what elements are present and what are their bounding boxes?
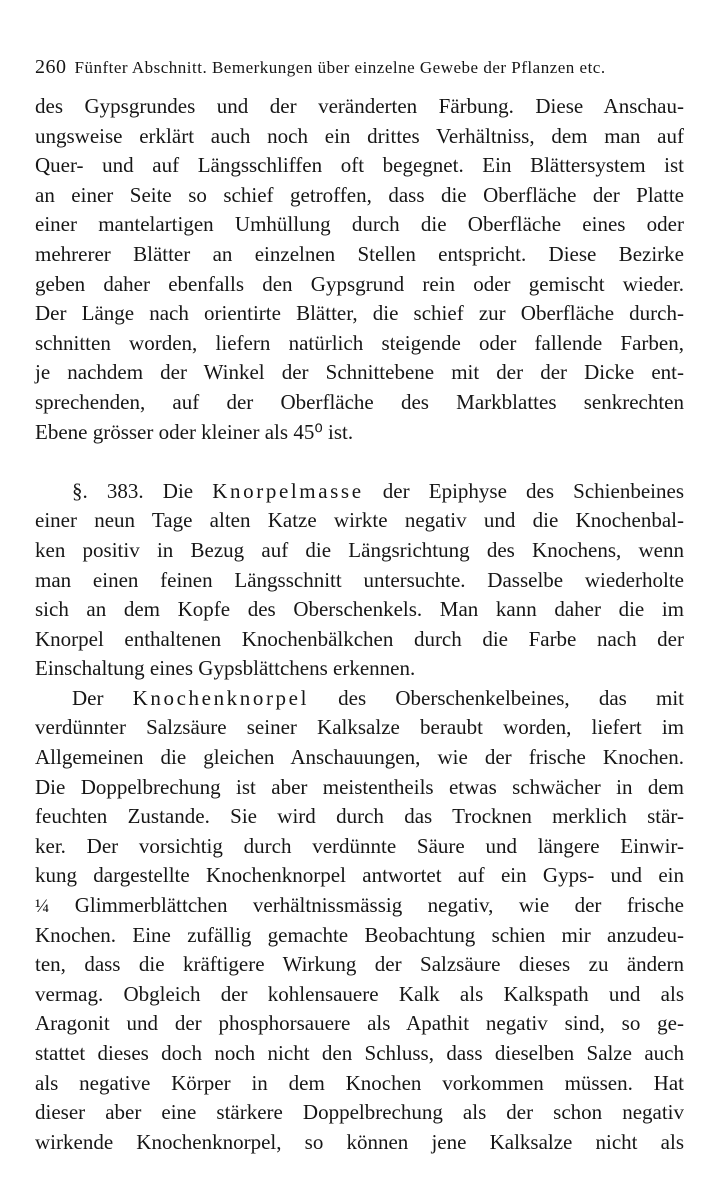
text-line: an einer Seite so schief getroffen, dass die Oberfläche der Platte (35, 182, 684, 207)
text-line: Aragonit und der phosphorsauere als Apathit negativ sind, so ge- (35, 1011, 684, 1036)
running-header (35, 56, 685, 79)
text-line: schnitten worden, liefern natürlich steigende oder fallende Farben, (35, 330, 684, 355)
text-line: Der Länge nach orientirte Blätter, die schief zur Oberfläche durch- (35, 301, 684, 326)
text-line: Einschaltung eines Gypsblättchens erkennen. (35, 656, 416, 681)
text-line: man einen feinen Längsschnitt untersuchte. Dasselbe wiederholte (35, 567, 684, 592)
text-line: Die Doppelbrechung ist aber meistentheils etwas schwächer in dem (35, 774, 684, 799)
fraction-line (35, 891, 684, 921)
section-number-text: §. 383. Die (72, 478, 213, 503)
text-line: ken positiv in Bezug auf die Längsrichtung des Knochens, wenn (35, 537, 684, 562)
body-text (35, 92, 684, 1157)
text-line: sich an dem Kopfe des Oberschenkels. Man kann daher die im (35, 597, 684, 622)
text-line: mehrerer Blätter an einzelnen Stellen entspricht. Diese Bezirke (35, 241, 684, 266)
knochenknorpel-paragraph (35, 684, 684, 1158)
text-line: dieser aber eine stärkere Doppelbrechung als der schon negativ (35, 1100, 684, 1125)
text-line: Ebene grösser oder kleiner als 45⁰ ist. (35, 419, 354, 444)
text-line: stattet dieses doch noch nicht den Schluss, dass dieselben Salze auch (35, 1041, 684, 1065)
text-line: ker. Der vorsichtig durch verdünnte Säure und längere Einwir- (35, 833, 684, 858)
page-number: 260 (35, 56, 67, 78)
paragraph-continuation (35, 92, 684, 447)
paragraph-gap (35, 447, 684, 477)
text-line: einer neun Tage alten Katze wirkte negativ und die Knochenbal- (35, 508, 684, 533)
text-line: vermag. Obgleich der kohlensauere Kalk als Kalkspath und als (35, 981, 684, 1006)
fraction-quarter: ¼ (35, 896, 50, 918)
text-line: wirkende Knochenknorpel, so können jene Kalksalze nicht als (35, 1129, 684, 1154)
spaced-emphasis-term: Knochenknorpel (132, 685, 310, 710)
spaced-emphasis-term: Knorpelmasse (212, 478, 364, 503)
text-line: einer mantelartigen Umhüllung durch die Oberfläche eines oder (35, 212, 684, 237)
section-383-paragraph (35, 477, 684, 684)
text-line: Allgemeinen die gleichen Anschauungen, wie der frische Knochen. (35, 745, 684, 770)
text-fragment: Der (72, 685, 133, 710)
text-line: Quer- und auf Längsschliffen oft begegnet. Ein Blättersystem ist (35, 153, 684, 178)
text-line: Knorpel enthaltenen Knochenbälkchen durch die Farbe nach der (35, 626, 684, 651)
text-line: ten, dass die kräftigere Wirkung der Salzsäure dieses zu ändern (35, 952, 684, 977)
text-line: des Gypsgrundes und der veränderten Färbung. Diese Anschau- (35, 94, 684, 118)
paragraph-first-line (35, 684, 684, 714)
text-line: kung dargestellte Knochenknorpel antwortet auf ein Gyps- und ein (35, 863, 684, 888)
text-line: geben daher ebenfalls den Gypsgrund rein oder gemischt wieder. (35, 271, 684, 296)
text-line: je nachdem der Winkel der Schnittebene mit der der Dicke ent- (35, 360, 684, 385)
text-line: Knochen. Eine zufällig gemachte Beobachtung schien mir anzudeu- (35, 922, 684, 947)
text-line: als negative Körper in dem Knochen vorkommen müssen. Hat (35, 1070, 684, 1095)
text-line: ungsweise erklärt auch noch ein drittes Verhältniss, dem man auf (35, 123, 684, 148)
text-fragment: des Oberschenkelbeines, das mit (309, 685, 685, 710)
text-fragment: der Epiphyse des Schienbeines (363, 478, 684, 503)
section-first-line (35, 477, 684, 507)
text-line: sprechenden, auf der Oberfläche des Markblattes senkrechten (35, 389, 684, 414)
text-line: feuchten Zustande. Sie wird durch das Trocknen merklich stär- (35, 804, 684, 829)
text-fragment: Glimmerblättchen verhältnissmässig negativ, wie der frische (49, 893, 684, 918)
text-line: verdünnter Salzsäure seiner Kalksalze beraubt worden, liefert im (35, 715, 684, 740)
running-title: Fünfter Abschnitt. Bemerkungen über einzelne Gewebe der Pflanzen etc. (74, 58, 606, 77)
